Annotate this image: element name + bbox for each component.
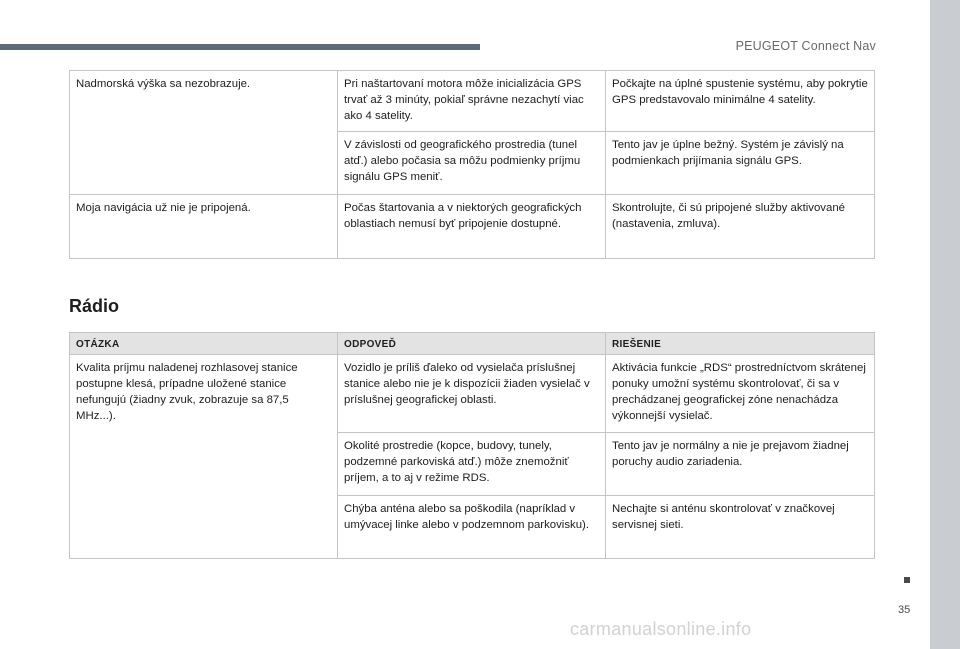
solution-cell: Tento jav je úplne bežný. Systém je závislý na podmienkach prijímania signálu GPS. [606, 132, 875, 195]
page-side-strip [930, 0, 960, 649]
radio-troubleshooting-table [69, 332, 875, 559]
solution-cell: Skontrolujte, či sú pripojené služby aktivované (nastavenia, zmluva). [606, 195, 875, 259]
solution-cell: Počkajte na úplné spustenie systému, aby pokrytie GPS predstavovalo minimálne 4 satelity. [606, 71, 875, 132]
question-cell: Kvalita príjmu naladenej rozhlasovej stanice postupne klesá, prípadne uložené stanice nefungujú (žiadny zvuk, zobrazuje sa 87,5 MHz...). [70, 355, 338, 559]
document-header-title: PEUGEOT Connect Nav [735, 39, 876, 53]
page-number: 35 [898, 604, 911, 616]
question-cell: Moja navigácia už nie je pripojená. [70, 195, 338, 259]
column-header-solution: RIEŠENIE [606, 333, 875, 355]
column-header-answer: ODPOVEĎ [338, 333, 606, 355]
section-title-radio: Rádio [69, 296, 120, 316]
column-header-question: OTÁZKA [70, 333, 338, 355]
answer-cell: Okolité prostredie (kopce, budovy, tunely, podzemné parkoviská atď.) môže znemožniť príjem, a to aj v režime RDS. [338, 433, 606, 496]
header-accent-bar [0, 44, 480, 50]
table-header-row [70, 333, 875, 355]
solution-cell: Aktivácia funkcie „RDS“ prostredníctvom skrátenej ponuky umožní systému skontrolovať, či sa v prechádzanej geografickej zóne nenachádza výkonnejší vysielač. [606, 355, 875, 433]
watermark-text: carmanualsonline.info [570, 619, 752, 639]
answer-cell: Pri naštartovaní motora môže inicializácia GPS trvať až 3 minúty, pokiaľ správne nezachytí viac ako 4 satelity. [338, 71, 606, 132]
gps-troubleshooting-table [69, 70, 875, 259]
answer-cell: Počas štartovania a v niektorých geografických oblastiach nemusí byť pripojenie dostupné. [338, 195, 606, 259]
answer-cell: Chýba anténa alebo sa poškodila (napríklad v umývacej linke alebo v podzemnom parkovisku). [338, 496, 606, 559]
table-row [70, 195, 875, 259]
solution-cell: Tento jav je normálny a nie je prejavom žiadnej poruchy audio zariadenia. [606, 433, 875, 496]
solution-cell: Nechajte si anténu skontrolovať v značkovej servisnej sieti. [606, 496, 875, 559]
question-cell: Nadmorská výška sa nezobrazuje. [70, 71, 338, 195]
page-marker-square-icon [904, 577, 910, 583]
table-row [70, 355, 875, 433]
answer-cell: Vozidlo je príliš ďaleko od vysielača príslušnej stanice alebo nie je k dispozícii žiaden vysielač v príslušnej geografickej oblasti. [338, 355, 606, 433]
table-row [70, 71, 875, 132]
answer-cell: V závislosti od geografického prostredia (tunel atď.) alebo počasia sa môžu podmienky príjmu signálu GPS meniť. [338, 132, 606, 195]
